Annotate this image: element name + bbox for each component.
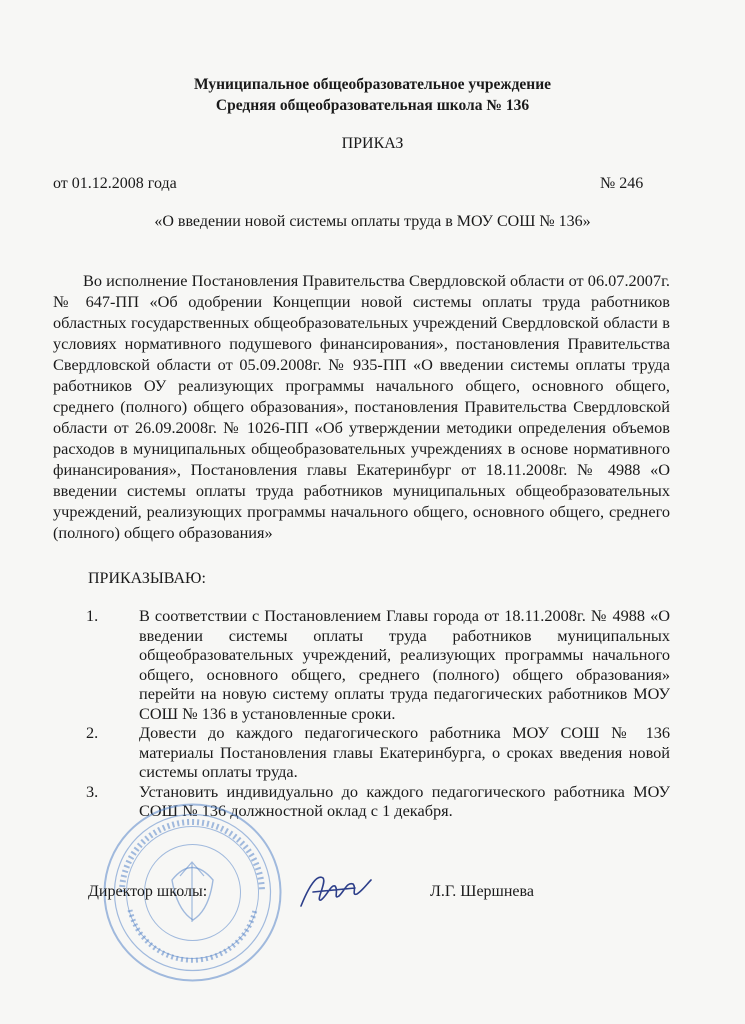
document-title: ПРИКАЗ [341, 135, 404, 152]
list-item [86, 723, 670, 782]
school-name: Средняя общеобразовательная школа № 136 [215, 97, 530, 114]
list-item [86, 606, 670, 723]
item-text: В соответствии с Постановлением Главы города от 18.11.2008г. № 4988 «О введении системы оплаты труда работников муниципальных общеобразовательных учреждений, реализующих программы начального общего, основного общего, среднего (полного) общего образования» перейти на новую систему оплаты труда педагогических работников МОУ СОШ № 136 в установленные сроки. [139, 606, 670, 723]
preamble-text: Во исполнение Постановления Правительства Свердловской области от 06.07.2007г. № 647-ПП «Об одобрении Концепции новой системы оплаты труда работников областных государственных общеобразовательных учреждений Свердловской области в условиях нормативного подушевого финансирования», постановления Правительства Свердловской области от 05.09.2008г. № 935-ПП «О введении системы оплаты труда работников ОУ реализующих программы начального общего, основного общего, среднего (полного) общего образования», постановления Правительства Свердловской области от 26.09.2008г. № 1026-ПП «Об утверждении методики определения объемов расходов в муниципальных общеобразовательных учреждениях в основе нормативного финансирования», Постановления главы Екатеринбург от 18.11.2008г. № 4988 «О введении системы оплаты труда работников муниципальных общеобразовательных учреждений, реализующих программы начального общего, основного общего, среднего (полного) общего образования» [53, 271, 670, 542]
item-text: Установить индивидуально до каждого педагогического работника МОУ СОШ № 136 должностной оклад с 1 декабря. [139, 781, 670, 820]
signatory-name: Л.Г. Шершнева [430, 883, 534, 900]
order-keyword: ПРИКАЗЫВАЮ: [88, 570, 206, 587]
item-text: Довести до каждого педагогического работника МОУ СОШ № 136 материалы Постановления главы Екатеринбурга, о сроках введения новой системы оплаты труда. [139, 723, 670, 781]
handwritten-signature-icon [295, 866, 375, 916]
order-number: № 246 [600, 175, 644, 192]
order-date: от 01.12.2008 года [53, 175, 177, 192]
order-items-list [86, 606, 670, 821]
item-number: 2. [86, 723, 99, 742]
order-subject: «О введении новой системы оплаты труда в МОУ СОШ № 136» [154, 213, 591, 230]
institution-name: Муниципальное общеобразовательное учреждение [193, 76, 552, 93]
preamble-block [53, 270, 670, 543]
item-number: 1. [86, 606, 99, 625]
signatory-position: Директор школы: [88, 883, 208, 900]
item-number: 3. [86, 781, 99, 801]
